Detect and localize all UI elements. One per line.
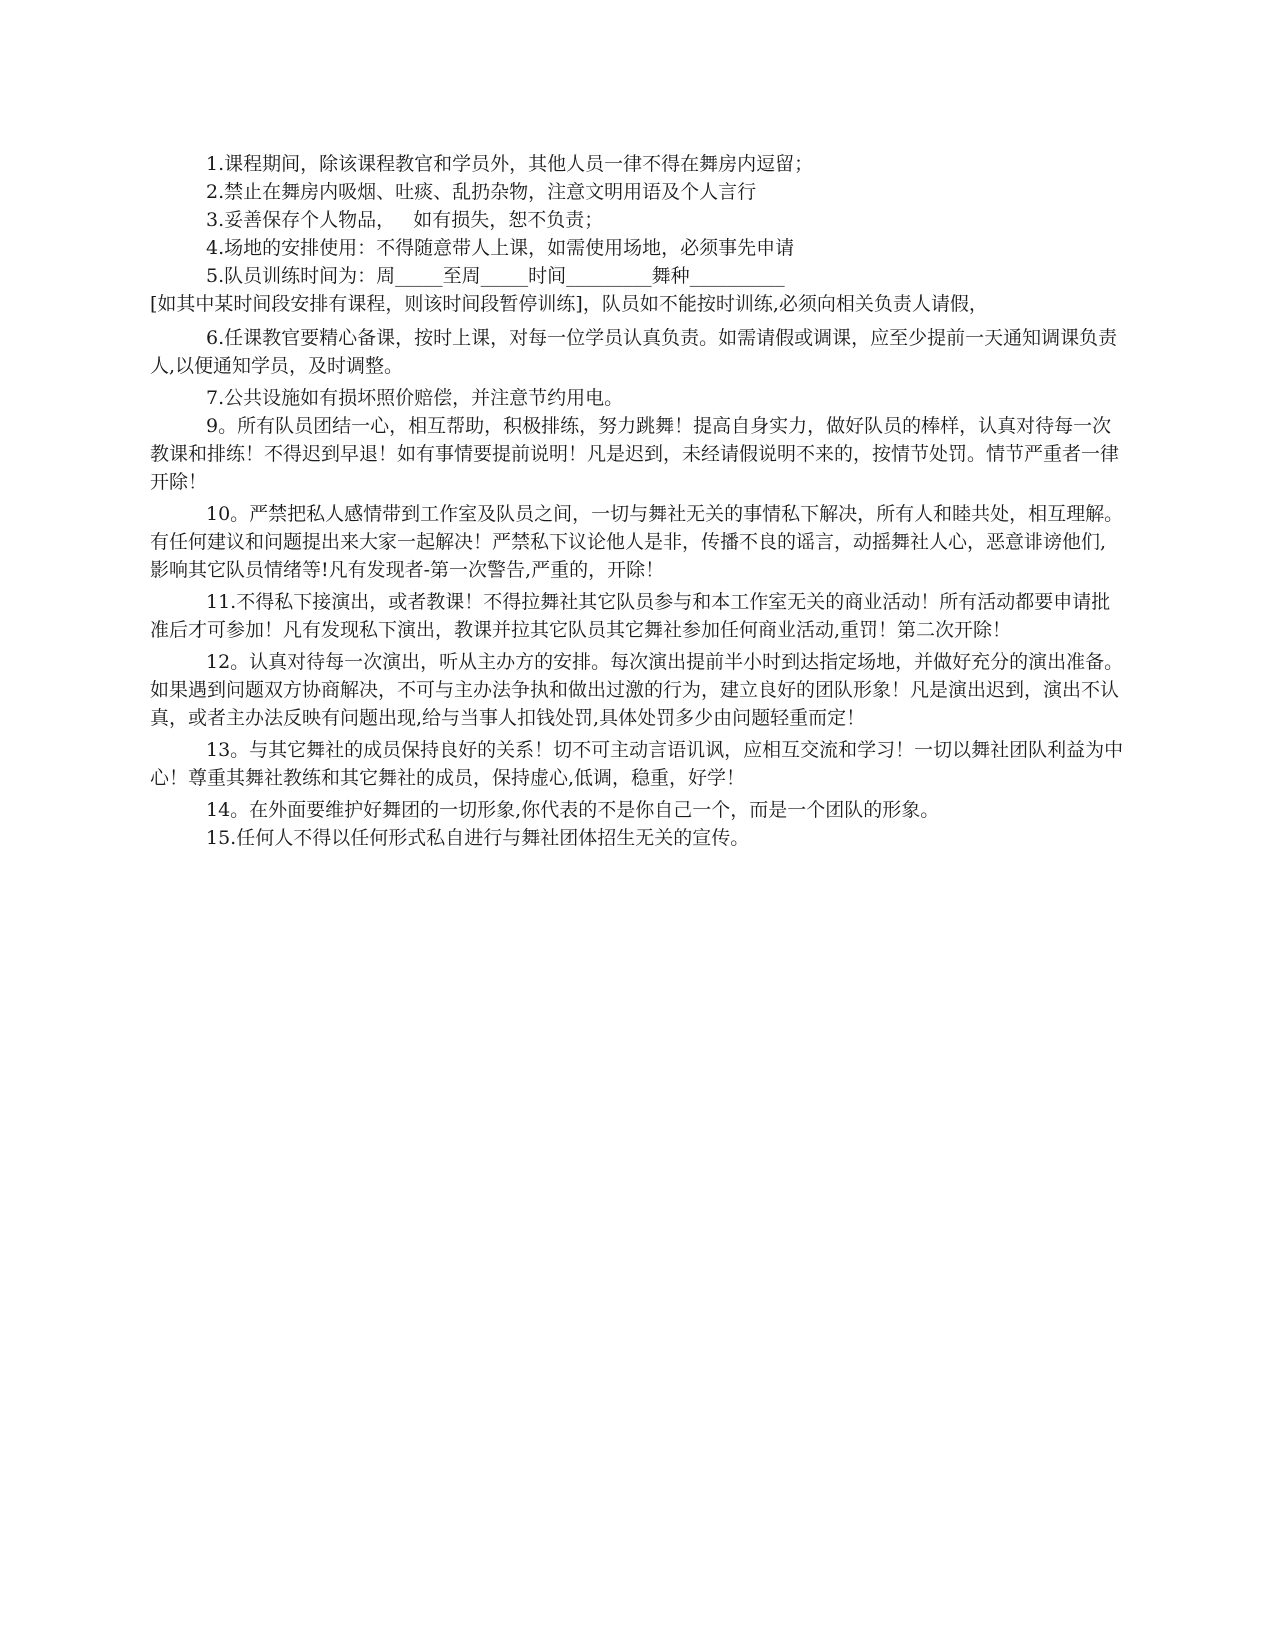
rule-10: 10。严禁把私人感情带到工作室及队员之间，一切与舞社无关的事情私下解决，所有人和睦共处，相互理解。有任何建议和问题提出来大家一起解决！严禁私下议论他人是非，传播不良的谣言，动摇舞社人心，恶意诽谤他们,影响其它队员情绪等!凡有发现者-第一次警告,严重的，开除！ [150,503,1124,581]
rule-11: 11.不得私下接演出，或者教课！不得拉舞社其它队员参与和本工作室无关的商业活动！所有活动都要申请批准后才可参加！凡有发现私下演出，教课并拉其它队员其它舞社参加任何商业活动,重罚！第二次开除！ [150,591,1111,641]
rule-1: 1.课程期间，除该课程教官和学员外，其他人员一律不得在舞房内逗留； [206,153,814,175]
rule-14: 14。在外面要维护好舞团的一切形象,你代表的不是你自己一个，而是一个团队的形象。 [206,799,940,821]
rule-9: 9。所有队员团结一心，相互帮助，积极排练，努力跳舞！提高自身实力，做好队员的棒样，认真对待每一次教课和排练！不得迟到早退！如有事情要提前说明！凡是迟到，未经请假说明不来的，按情节处罚。情节严重者一律开除！ [150,415,1120,493]
rule-12: 12。认真对待每一次演出，听从主办方的安排。每次演出提前半小时到达指定场地，并做好充分的演出准备。如果遇到问题双方协商解决，不可与主办法争执和做出过激的行为，建立良好的团队形象！凡是演出迟到，演出不认真，或者主办法反映有问题出现,给与当事人扣钱处罚,具体处罚多少由问题轻重而定！ [150,651,1124,729]
rule-15: 15.任何人不得以任何形式私自进行与舞社团体招生无关的宣传。 [206,827,750,849]
rule-4: 4.场地的安排使用：不得随意带人上课，如需使用场地，必须事先申请 [206,237,795,259]
rule-7: 7.公共设施如有损坏照价赔偿，并注意节约用电。 [206,387,624,409]
rule-2: 2.禁止在舞房内吸烟、吐痰、乱扔杂物，注意文明用语及个人言行 [206,181,757,203]
rule-6: 6.任课教官要精心备课，按时上课，对每一位学员认真负责。如需请假或调课，应至少提前一天通知调课负责人,以便通知学员，及时调整。 [150,327,1118,377]
rule-3: 3.妥善保存个人物品， 如有损失，恕不负责； [206,209,604,231]
document-body [150,150,1125,852]
rule-13: 13。与其它舞社的成员保持良好的关系！切不可主动言语讥讽，应相互交流和学习！一切以舞社团队利益为中心！尊重其舞社教练和其它舞社的成员，保持虚心,低调，稳重，好学！ [150,739,1124,789]
rule-5-continuation: [如其中某时间段安排有课程，则该时间段暂停训练]，队员如不能按时训练,必须向相关负责人请假， [150,293,988,315]
rule-5: 5.队员训练时间为：周_____至周_____时间_________舞种__________ [206,265,785,287]
